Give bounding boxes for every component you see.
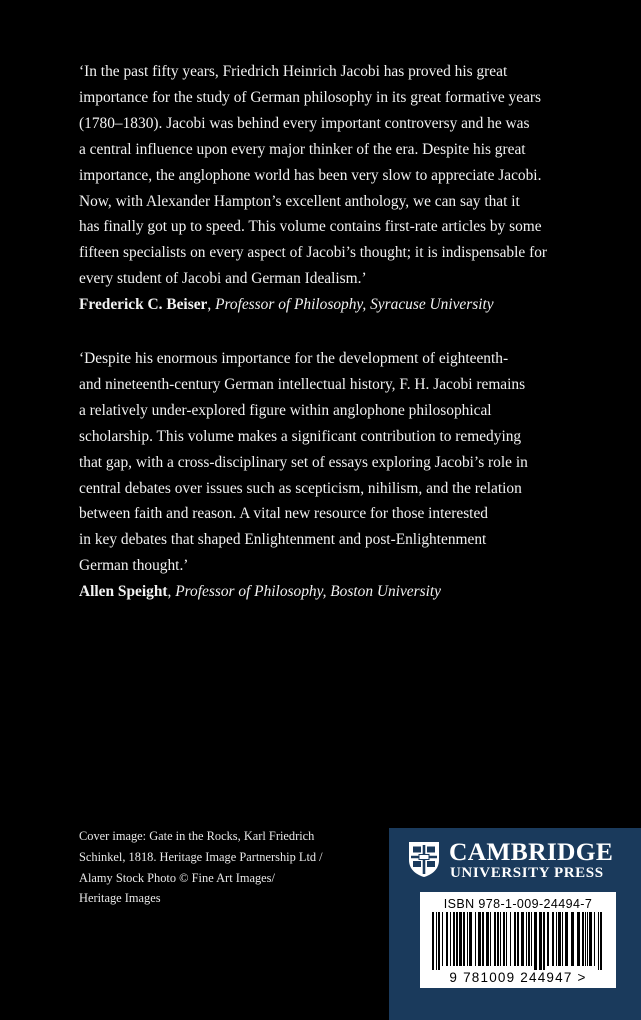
isbn-barcode — [420, 892, 616, 988]
cover-image-credit — [79, 826, 379, 909]
quote-line: scholarship. This volume makes a significant contribution to remedying — [79, 427, 522, 445]
quote-attribution — [79, 579, 599, 605]
quote-line: every student of Jacobi and German Idealism.’ — [79, 270, 367, 288]
credit-line: Alamy Stock Photo © Fine Art Images/ — [79, 870, 275, 885]
quote-line: a central influence upon every major thinker of the era. Despite his great — [79, 140, 526, 158]
attribution-role: Professor of Philosophy, Syracuse University — [215, 296, 494, 314]
attribution-role: Professor of Philosophy, Boston University — [175, 583, 441, 601]
isbn-label: ISBN 978-1-009-24494-7 — [443, 897, 593, 911]
credit-line: Heritage Images — [79, 891, 161, 906]
attribution-name: Allen Speight — [79, 583, 168, 601]
quote-line: between faith and reason. A vital new resource for those interested — [79, 505, 488, 523]
barcode-bars — [432, 912, 604, 970]
barcode-digits: 9 781009 244947 > — [449, 970, 587, 985]
quote-line: a relatively under-explored figure within anglophone philosophical — [79, 401, 492, 419]
quote-line: fifteen specialists on every aspect of Jacobi’s thought; it is indispensable for — [79, 244, 548, 262]
quote-line: Now, with Alexander Hampton’s excellent anthology, we can say that it — [79, 192, 520, 210]
quote-line: (1780–1830). Jacobi was behind every important controversy and he was — [79, 114, 530, 132]
cambridge-crest-icon — [407, 840, 441, 878]
attribution-separator: , — [167, 583, 176, 601]
quote-attribution — [79, 292, 599, 318]
publisher-subtitle: UNIVERSITY PRESS — [450, 865, 604, 881]
quote-line: importance for the study of German philosophy in its great formative years — [79, 88, 542, 106]
quote-line: importance, the anglophone world has been very slow to appreciate Jacobi. — [79, 166, 542, 184]
quote-line: and nineteenth-century German intellectual history, F. H. Jacobi remains — [79, 375, 526, 393]
quote-line: ‘In the past fifty years, Friedrich Heinrich Jacobi has proved his great — [79, 63, 508, 80]
quote-line: that gap, with a cross-disciplinary set of essays exploring Jacobi’s role in — [79, 453, 528, 471]
endorsement-quote-1 — [79, 59, 599, 318]
endorsement-quote-2 — [79, 346, 599, 605]
quote-line: ‘Despite his enormous importance for the development of eighteenth- — [79, 350, 509, 367]
quote-line: in key debates that shaped Enlightenment and post-Enlightenment — [79, 531, 487, 549]
quote-line: German thought.’ — [79, 557, 189, 575]
credit-line: Schinkel, 1818. Heritage Image Partnership Ltd / — [79, 849, 323, 864]
quote-line: central debates over issues such as scepticism, nihilism, and the relation — [79, 479, 522, 497]
publisher-name: CAMBRIDGE — [449, 837, 614, 866]
credit-line: Cover image: Gate in the Rocks, Karl Friedrich — [79, 829, 315, 843]
attribution-name: Frederick C. Beiser — [79, 296, 208, 314]
attribution-separator: , — [207, 296, 216, 314]
quote-line: has finally got up to speed. This volume contains first-rate articles by some — [79, 218, 542, 236]
